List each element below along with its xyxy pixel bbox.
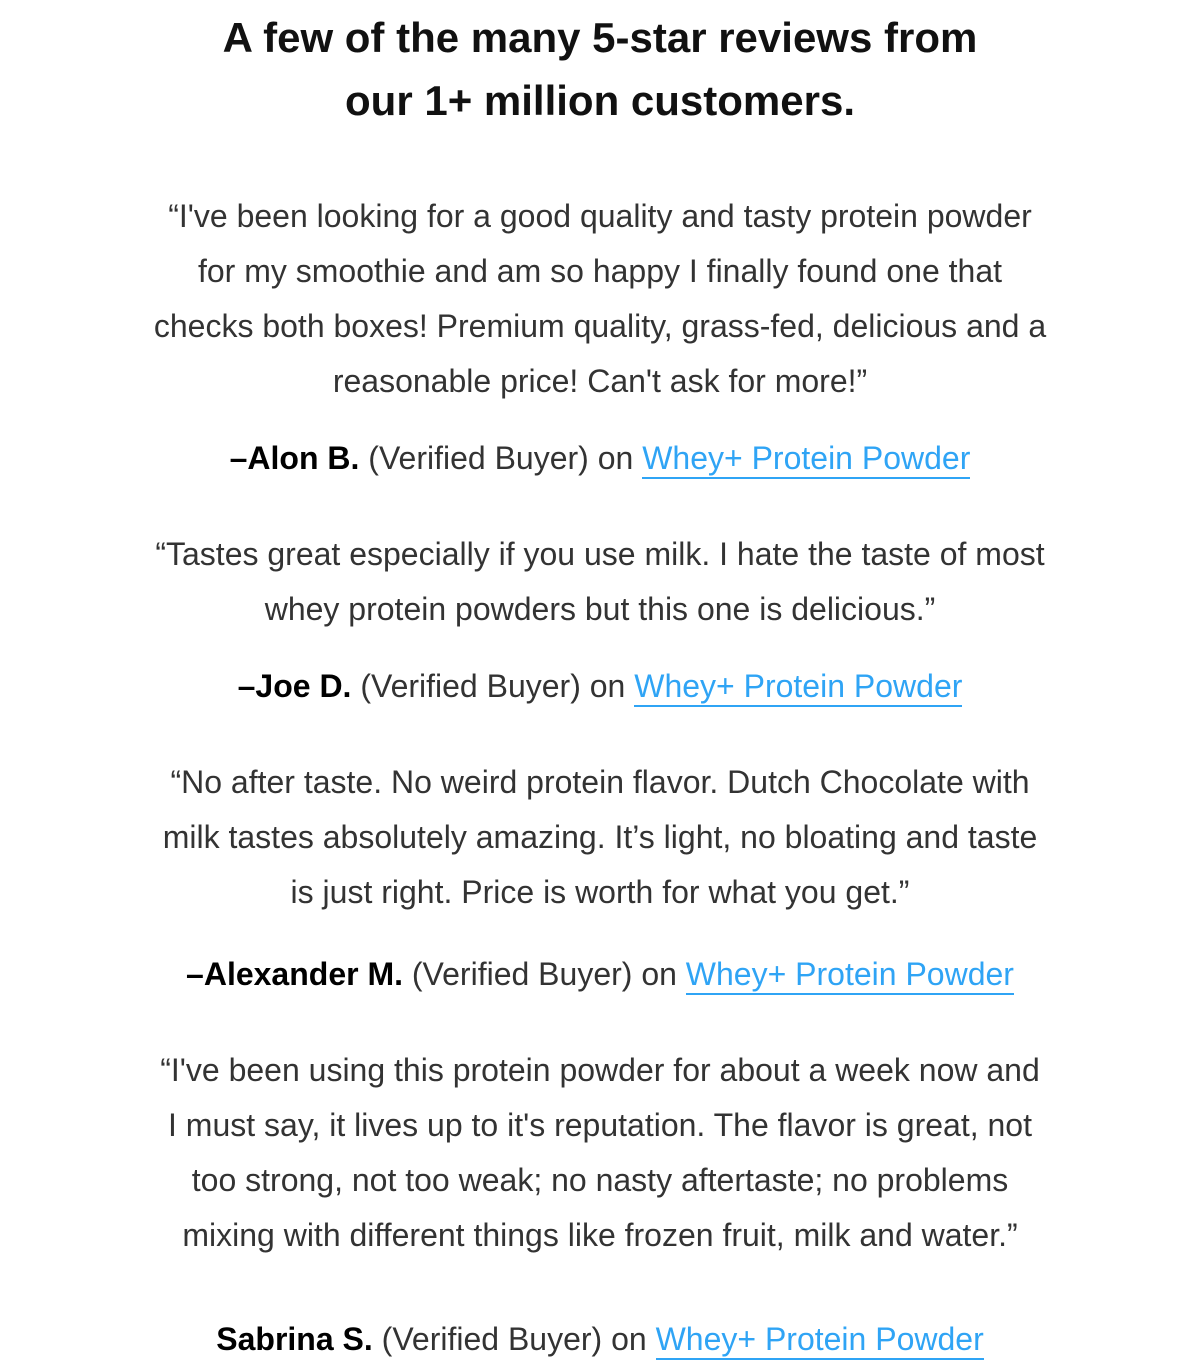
reviewer-name: –Alexander M. (186, 956, 403, 992)
review (0, 189, 1200, 478)
section-heading: A few of the many 5-star reviews from our 1+ million customers. (222, 14, 978, 124)
review-quote: “No after taste. No weird protein flavor. Dutch Chocolate with milk tastes absolutely amazing. It’s light, no bloating and taste is just right. Price is worth for what you get.” (162, 764, 1038, 910)
review-attribution: –Alexander M. (Verified Buyer) on Whey+ Protein Powder (0, 954, 1200, 994)
review-quote: “I've been looking for a good quality and tasty protein powder for my smoothie and am so happy I finally found one that checks both boxes! Premium quality, grass-fed, delicious and a reasonable price! Can't ask for more!” (153, 198, 1047, 399)
review-quote: “I've been using this protein powder for about a week now and I must say, it lives up to it's reputation. The flavor is great, not too strong, not too weak; no nasty aftertaste; no problems mixing with different things like frozen fruit, milk and water.” (160, 1052, 1040, 1253)
review (0, 755, 1200, 994)
review-quote: “Tastes great especially if you use milk. I hate the taste of most whey protein powders but this one is delicious.” (155, 536, 1045, 627)
review (0, 527, 1200, 706)
review-attribution: Sabrina S. (Verified Buyer) on Whey+ Protein Powder (0, 1319, 1200, 1359)
product-link[interactable]: Whey+ Protein Powder (634, 668, 962, 707)
review (0, 1043, 1200, 1359)
reviewer-name: Sabrina S. (216, 1321, 373, 1357)
product-link[interactable]: Whey+ Protein Powder (642, 440, 970, 479)
product-link[interactable]: Whey+ Protein Powder (686, 956, 1014, 995)
reviewer-name: –Alon B. (229, 440, 360, 476)
review-attribution: –Alon B. (Verified Buyer) on Whey+ Protein Powder (0, 438, 1200, 478)
reviewer-name: –Joe D. (237, 668, 352, 704)
review-attribution: –Joe D. (Verified Buyer) on Whey+ Protein Powder (0, 666, 1200, 706)
product-link[interactable]: Whey+ Protein Powder (656, 1321, 984, 1360)
